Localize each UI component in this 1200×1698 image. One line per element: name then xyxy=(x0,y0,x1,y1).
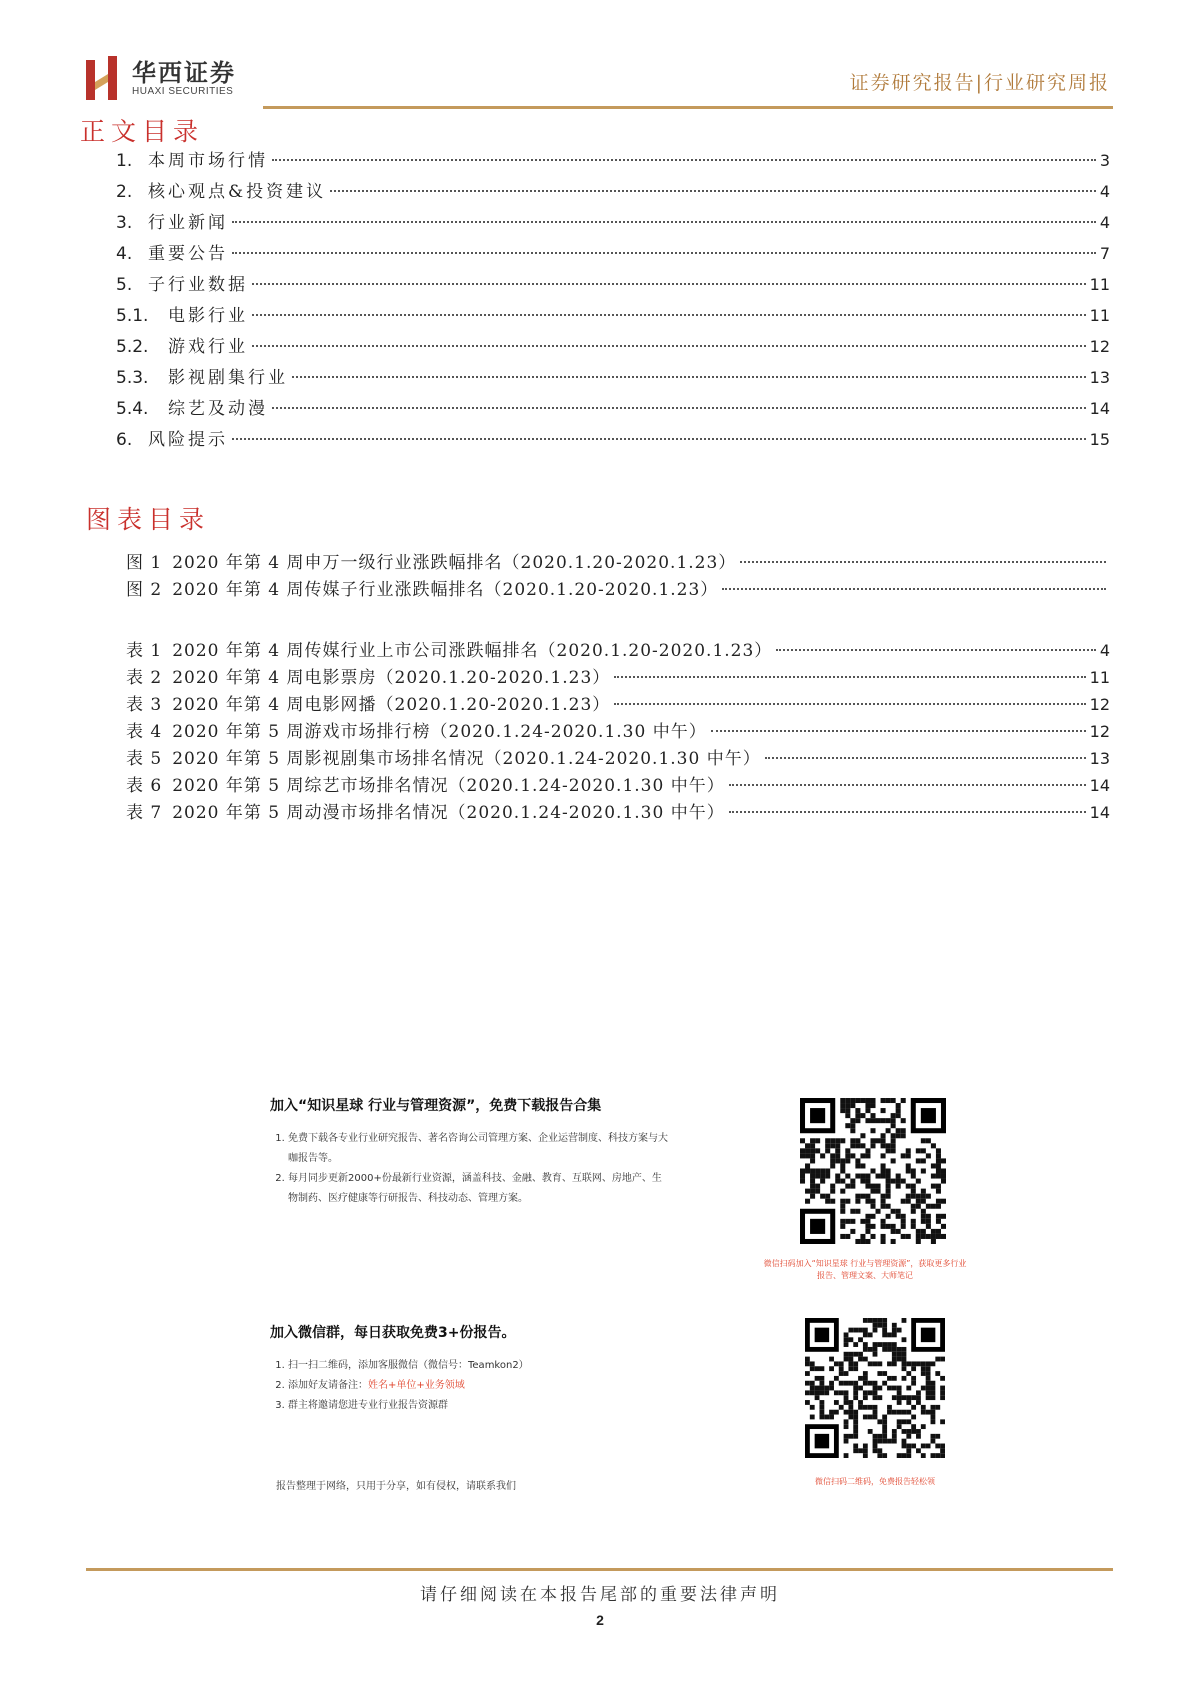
promo-block-2 xyxy=(270,1322,670,1416)
entry-number: 6. xyxy=(116,430,133,450)
leader-dots xyxy=(729,784,1086,786)
logo-text-cn: 华西证券 xyxy=(132,57,236,87)
entry-page: 11 xyxy=(1089,275,1110,294)
entry-prefix: 表 4 xyxy=(126,722,163,742)
toc-entry[interactable] xyxy=(116,425,1110,456)
entry-page: 11 xyxy=(1089,668,1110,687)
footer-divider xyxy=(86,1568,1113,1571)
leader-dots xyxy=(614,703,1085,705)
entry-page: 4 xyxy=(1099,182,1110,201)
qr-code-knowledge-planet[interactable] xyxy=(800,1098,946,1248)
entry-page: 14 xyxy=(1089,399,1110,418)
entry-number: 4. xyxy=(116,244,133,264)
entry-page: 13 xyxy=(1089,368,1110,387)
promo2-item xyxy=(288,1376,670,1396)
leader-dots xyxy=(292,376,1086,378)
entry-prefix: 图 1 xyxy=(126,553,163,573)
toc-title: 正文目录 xyxy=(80,117,205,146)
toc-entry[interactable] xyxy=(116,270,1110,301)
leader-dots xyxy=(252,283,1086,285)
entry-label: 综艺及动漫 xyxy=(168,399,268,419)
entry-label: 核心观点&投资建议 xyxy=(148,182,327,202)
entry-label: 2020 年第 4 周申万一级行业涨跌幅排名（2020.1.20-2020.1.23） xyxy=(172,553,737,573)
entry-label: 影视剧集行业 xyxy=(168,368,288,388)
page-number: 2 xyxy=(596,1612,604,1628)
figure-entry[interactable] xyxy=(126,690,1110,717)
toc-entry[interactable] xyxy=(116,363,1110,394)
toc-entry[interactable] xyxy=(116,301,1110,332)
entry-prefix: 图 2 xyxy=(126,580,163,600)
entry-page: 12 xyxy=(1089,695,1110,714)
entry-number: 5.2. xyxy=(116,337,149,357)
table-list xyxy=(126,636,1110,825)
leader-dots xyxy=(711,730,1086,732)
leader-dots xyxy=(776,649,1096,651)
entry-number: 5. xyxy=(116,275,133,295)
figure-entry[interactable] xyxy=(126,575,1110,602)
qr1-caption: 微信扫码加入“知识星球 行业与管理资源”，获取更多行业报告、管理文案、大师笔记 xyxy=(763,1259,967,1280)
leader-dots xyxy=(232,221,1096,223)
logo-mark-icon xyxy=(86,56,122,100)
entry-prefix: 表 5 xyxy=(126,749,163,769)
entry-page: 3 xyxy=(1099,151,1110,170)
promo2-item: 3. 群主将邀请您进专业行业报告资源群 xyxy=(288,1396,670,1416)
promo1-item: 1. 免费下载各专业行业研究报告、著名咨询公司管理方案、企业运营制度、科技方案与大咖报告等。 xyxy=(288,1129,670,1169)
promo1-title: 加入“知识星球 行业与管理资源”，免费下载报告合集 xyxy=(270,1098,602,1114)
entry-label: 2020 年第 4 周传媒子行业涨跌幅排名（2020.1.20-2020.1.23） xyxy=(172,580,719,600)
entry-prefix: 表 7 xyxy=(126,803,163,823)
legal-notice: 请仔细阅读在本报告尾部的重要法律声明 xyxy=(420,1585,780,1605)
entry-label: 本周市场行情 xyxy=(148,151,268,171)
entry-number: 5.1. xyxy=(116,306,149,326)
toc-entry[interactable] xyxy=(116,394,1110,425)
leader-dots xyxy=(232,252,1096,254)
promo2-title: 加入微信群，每日获取免费3+份报告。 xyxy=(270,1325,516,1341)
entry-page: 11 xyxy=(1089,306,1110,325)
figure-entry[interactable] xyxy=(126,744,1110,771)
toc-entry[interactable] xyxy=(116,208,1110,239)
entry-label: 2020 年第 4 周电影票房（2020.1.20-2020.1.23） xyxy=(172,668,611,688)
entry-page: 12 xyxy=(1089,337,1110,356)
entry-label: 子行业数据 xyxy=(148,275,248,295)
company-logo xyxy=(86,56,236,100)
entry-label: 2020 年第 5 周影视剧集市场排名情况（2020.1.24-2020.1.30 中午） xyxy=(172,749,761,769)
toc-entry[interactable] xyxy=(116,239,1110,270)
entry-page: 15 xyxy=(1089,430,1110,449)
leader-dots xyxy=(232,438,1086,440)
entry-page: 12 xyxy=(1089,722,1110,741)
source-note: 报告整理于网络，只用于分享，如有侵权，请联系我们 xyxy=(276,1481,516,1492)
figure-entry[interactable] xyxy=(126,548,1110,575)
entry-label: 2020 年第 5 周动漫市场排名情况（2020.1.24-2020.1.30 中午） xyxy=(172,803,725,823)
toc-entry[interactable] xyxy=(116,146,1110,177)
header-divider xyxy=(263,106,1113,109)
entry-page: 4 xyxy=(1099,641,1110,660)
leader-dots xyxy=(272,159,1096,161)
toc-entry[interactable] xyxy=(116,332,1110,363)
figure-entry[interactable] xyxy=(126,717,1110,744)
entry-number: 2. xyxy=(116,182,133,202)
leader-dots xyxy=(729,811,1086,813)
figures-title: 图表目录 xyxy=(86,505,211,534)
leader-dots xyxy=(722,588,1106,590)
entry-label: 电影行业 xyxy=(168,306,248,326)
toc-list xyxy=(116,146,1110,456)
report-type: 证券研究报告|行业研究周报 xyxy=(849,72,1110,94)
entry-prefix: 表 6 xyxy=(126,776,163,796)
promo2-item2-red: 姓名+单位+业务领域 xyxy=(368,1380,465,1391)
leader-dots xyxy=(614,676,1085,678)
figure-list xyxy=(126,548,1110,602)
entry-label: 游戏行业 xyxy=(168,337,248,357)
leader-dots xyxy=(330,190,1096,192)
figure-entry[interactable] xyxy=(126,798,1110,825)
entry-page: 14 xyxy=(1089,803,1110,822)
leader-dots xyxy=(740,561,1106,563)
promo-block-1 xyxy=(270,1095,670,1209)
figure-entry[interactable] xyxy=(126,636,1110,663)
promo2-item2-prefix: 添加好友请备注： xyxy=(288,1380,368,1391)
entry-label: 重要公告 xyxy=(148,244,228,264)
entry-label: 2020 年第 5 周综艺市场排名情况（2020.1.24-2020.1.30 中午） xyxy=(172,776,725,796)
entry-number: 1. xyxy=(116,151,133,171)
entry-page: 4 xyxy=(1099,213,1110,232)
promo2-item: 1. 扫一扫二维码，添加客服微信（微信号：Teamkon2） xyxy=(288,1356,670,1376)
entry-label: 2020 年第 4 周电影网播（2020.1.20-2020.1.23） xyxy=(172,695,611,715)
leader-dots xyxy=(272,407,1086,409)
entry-page: 7 xyxy=(1099,244,1110,263)
entry-prefix: 表 2 xyxy=(126,668,163,688)
entry-label: 风险提示 xyxy=(148,430,228,450)
entry-label: 2020 年第 4 周传媒行业上市公司涨跌幅排名（2020.1.20-2020.1.23） xyxy=(172,641,773,661)
promo1-item: 2. 每月同步更新2000+份最新行业资源，涵盖科技、金融、教育、互联网、房地产、生物制药、医疗健康等行研报告、科技动态、管理方案。 xyxy=(288,1169,670,1209)
figure-entry[interactable] xyxy=(126,771,1110,798)
entry-page: 14 xyxy=(1089,776,1110,795)
toc-entry[interactable] xyxy=(116,177,1110,208)
entry-label: 2020 年第 5 周游戏市场排行榜（2020.1.24-2020.1.30 中午） xyxy=(172,722,707,742)
entry-prefix: 表 1 xyxy=(126,641,163,661)
qr2-caption: 微信扫码二维码，免费报告轻松领 xyxy=(815,1477,935,1486)
leader-dots xyxy=(765,757,1086,759)
entry-prefix: 表 3 xyxy=(126,695,163,715)
entry-number: 3. xyxy=(116,213,133,233)
qr-code-wechat-group[interactable] xyxy=(805,1318,945,1462)
figure-entry[interactable] xyxy=(126,663,1110,690)
leader-dots xyxy=(252,314,1086,316)
entry-number: 5.4. xyxy=(116,399,149,419)
entry-label: 行业新闻 xyxy=(148,213,228,233)
logo-text-en: HUAXI SECURITIES xyxy=(132,85,234,97)
entry-page: 13 xyxy=(1089,749,1110,768)
entry-number: 5.3. xyxy=(116,368,149,388)
leader-dots xyxy=(252,345,1086,347)
